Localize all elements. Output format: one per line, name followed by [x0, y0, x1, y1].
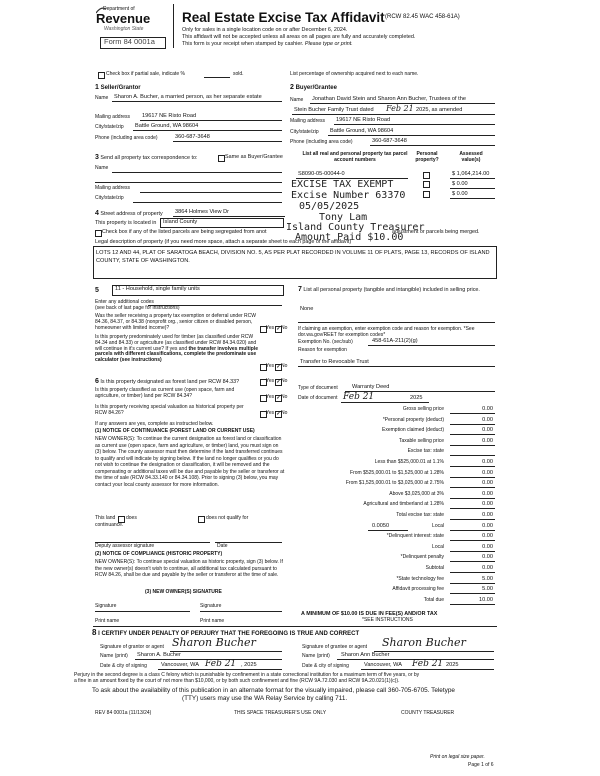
calc-row-7-line [450, 487, 495, 488]
buyer-mailing[interactable]: 19617 NE Risto Road [336, 117, 391, 123]
street-address[interactable]: 3864 Holmes View Dr [175, 209, 229, 215]
calc-row-3-line [450, 445, 495, 446]
exemption-wac[interactable]: 458-61A-211(2)(g) [372, 338, 418, 344]
seller-phone-line [173, 141, 282, 142]
calc-row-4-line [450, 455, 495, 456]
calc-row2-2-label: *Delinquent penalty [400, 554, 444, 561]
grantor-name-label: Name (print) [100, 653, 128, 659]
seller-city-line [133, 130, 282, 131]
buyer-name-line1[interactable]: Jonathan David Stein and Sharon Ann Bucher, Trustees of the [312, 96, 466, 102]
calc-row2-2-value[interactable]: 0.00 [482, 554, 493, 561]
calc-row2-4-value[interactable]: 5.00 [482, 575, 493, 582]
assessed-line-2 [450, 188, 495, 189]
calc-row2-5-value[interactable]: 5.00 [482, 586, 493, 593]
forest-q1-no-label: No [281, 378, 288, 384]
page-number: Page 1 of 6 [468, 762, 494, 768]
calc-row2-1-value[interactable]: 0.00 [482, 543, 493, 550]
logo-department: Department of [103, 6, 135, 12]
does-label: does [126, 515, 137, 521]
calc-row2-4-line [450, 583, 495, 584]
forest-question-1: 6 Is this property designated as forest land per RCW 84.33? [95, 378, 240, 385]
additional-codes-label: Enter any additional codes [95, 299, 154, 305]
calc-row-6-value[interactable]: 0.00 [482, 469, 493, 476]
exemption-reason-label: Reason for exemption [298, 347, 347, 353]
exemption-reason-line [298, 366, 495, 367]
buyer-name-line2[interactable]: Stein Bucher Family Trust dated [294, 107, 374, 113]
buyer-name-label: Name [290, 97, 304, 103]
calc-row-9-label: Agricultural and timberland at 1.28% [363, 501, 444, 508]
owner-sig-label-2: Signature [200, 603, 222, 609]
perjury-line-1: Perjury in the second degree is a class C felony which is punishable by confinement in a state correctional institution for a maximum term of five years, or by [74, 672, 420, 678]
calc-row-1-value[interactable]: 0.00 [482, 416, 493, 423]
calc-row2-0-label: *Delinquent interest: state [386, 533, 444, 540]
doc-date-line [341, 402, 429, 403]
personal-property-label: 7 List all personal property (tangible and intangible) included in selling price. [298, 286, 480, 293]
personal-property-line [298, 322, 495, 323]
corr-name-line[interactable] [112, 172, 282, 173]
buyer-phone[interactable]: 360-687-3648 [372, 138, 407, 144]
grantor-sig-label: Signature of grantor or agent [100, 644, 164, 650]
forest-q3-no-checkbox[interactable]: ✓ [276, 411, 281, 417]
q1-no-checkbox[interactable]: ✓ [276, 326, 281, 332]
calc-row2-4-label: *State technology fee [396, 575, 444, 582]
grantee-city[interactable]: Vancouver, WA [364, 662, 402, 668]
grantee-sig-label: Signature of grantee or agent [302, 644, 368, 650]
q2-no-label: No [281, 363, 288, 369]
owner-print-label-1: Print name [95, 618, 120, 624]
calc-row-8-value[interactable]: 0.00 [482, 490, 493, 497]
certify-divider [93, 626, 497, 627]
calc-row2-3-line [450, 572, 495, 573]
personal-property-checkbox-3[interactable] [423, 191, 430, 198]
assessed-line-3 [450, 198, 495, 199]
use-code-num: 5 [95, 287, 99, 294]
this-land-label: This land [95, 515, 116, 521]
calc-row-9-value[interactable]: 0.00 [482, 501, 493, 508]
calc-row-2-label: Exemption claimed (deduct) [382, 427, 444, 434]
owner-sig-line-1[interactable] [95, 611, 190, 612]
certify-heading: 8 I CERTIFY UNDER PENALTY OF PERJURY THAT THE FOREGOING IS TRUE AND CORRECT [92, 628, 360, 637]
forest-q2-yes-label: Yes [266, 394, 275, 400]
personal-property-checkbox-2[interactable] [423, 181, 430, 188]
calc-row-4-label: Excise tax: state [407, 448, 444, 455]
exemption-reason[interactable]: Transfer to Revocable Trust [300, 359, 369, 365]
logo-agency: Revenue [96, 11, 151, 26]
q1-yes-label: Yes [266, 325, 275, 331]
header-divider [173, 4, 174, 48]
assessed-value-3[interactable]: $ 0.00 [452, 191, 468, 197]
if-yes-note: If any answers are yes, complete as instructed below. [95, 421, 214, 427]
forest-question-3: Is this property receiving special valuation as historical property per RCW 84.26? [95, 404, 244, 416]
exemption-wac-line [368, 345, 495, 346]
seller-name-label: Name [95, 95, 109, 101]
does-not-label: does not qualify for [206, 515, 249, 521]
calc-row-0-line [450, 413, 495, 414]
partial-sale-percent-line [204, 77, 230, 78]
calc-row-1-label: *Personal property (deduct) [382, 416, 444, 423]
calc-row-7-value[interactable]: 0.00 [482, 480, 493, 487]
segregation-label: Check box if any of the listed parcels are being segregated from anot [102, 229, 267, 235]
deputy-date-label: Date [217, 543, 228, 549]
stamp-line-4: Tony Lam [319, 212, 368, 223]
form-revision: REV 84 0001a (11/13/24) [95, 710, 152, 716]
grantor-name[interactable]: Sharon A. Bucher [137, 652, 181, 658]
grantor-city[interactable]: Vancouver, WA [161, 662, 199, 668]
grantor-year: , 2025 [241, 662, 257, 668]
alt-format-line-1: To ask about the availability of this publication in an alternate format for the visually impaired, please call 360-705-6705. Teletype [92, 687, 455, 694]
treasurer-use-only: THIS SPACE TREASURER'S USE ONLY [234, 710, 327, 716]
calc-row-3-label: Taxable selling price [398, 437, 444, 444]
calc-row-3-value[interactable]: 0.00 [482, 437, 493, 444]
calc-row-0-label: Gross selling price [402, 406, 444, 412]
calc-row-2-line [450, 434, 495, 435]
grantor-date-line [158, 669, 282, 670]
logo-swoosh-icon [96, 6, 106, 14]
q2-yes-label: Yes [266, 363, 275, 369]
buyer-city-label: City/state/zip [290, 129, 319, 135]
doc-year: 2025 [410, 395, 423, 401]
doc-type[interactable]: Warranty Deed [352, 384, 390, 390]
header-line-2: This affidavit will not be accepted unless all areas on all pages are fully and accurately completed. [182, 34, 416, 40]
assessed-col-header: Assessed value(s) [459, 151, 483, 163]
use-code-value: 11 - Household, single family units [115, 286, 200, 292]
calc-row-10-line [450, 519, 495, 520]
personal-property-value[interactable]: None [300, 306, 314, 312]
buyer-name-line-2 [292, 114, 495, 115]
county-value: Island County [163, 219, 198, 225]
assessed-value-2[interactable]: $ 0.00 [452, 181, 468, 187]
seller-mailing[interactable]: 19617 NE Risto Road [142, 113, 197, 119]
use-question-2: Is this property predominately used for timber (as classified under RCW 84.34 and 84.33) or agriculture (as classified under RCW 84.34.020) and will continue in it's current use? If yes and the transfer involves multiple parcels with different classifications, complete the predominate use calculator (see instructions) [95, 334, 258, 363]
calc-row2-6-value[interactable]: 10.00 [479, 596, 493, 603]
stamp-line-1: EXCISE TAX EXEMPT [291, 179, 394, 190]
q1-no-label: No [281, 325, 288, 331]
calc-local-label: Local [432, 522, 444, 529]
perjury-line-2: a fine in an amount fixed by the court of not more than $10,000, or by both such confinement and fine (RCW 9A.72.030 and RCW 9A.20.021(1)(c)). [74, 678, 400, 684]
buyer-city[interactable]: Battle Ground, WA 98604 [330, 128, 394, 134]
notice2-title: (2) NOTICE OF COMPLIANCE (HISTORIC PROPERTY) [95, 551, 223, 557]
seller-phone[interactable]: 360-687-3648 [175, 134, 210, 140]
see-instructions: *SEE INSTRUCTIONS [362, 617, 413, 623]
header-line-1: Only for sales in a single location code on or after December 6, 2024. [182, 27, 348, 33]
calc-row-8-line [450, 498, 495, 499]
assessed-line-1 [450, 178, 495, 179]
calc-row2-3-value[interactable]: 0.00 [482, 565, 493, 571]
corr-city-label: City/state/zip [95, 195, 124, 201]
notice2-body: NEW OWNER(S): To continue special valuation as historic property, sign (3) below. If the new owner(s) doesn't wish to continue, all additional tax calculated pursuant to RCW 84.26, shall be due and payable by the seller or transferor at the time of sale. [95, 559, 283, 578]
calc-row-5-label: Less than $525,000.01 at 1.1% [374, 459, 444, 465]
grantee-date-line [361, 669, 494, 670]
street-line [173, 216, 285, 217]
minimum-due-note: A MINIMUM OF $10.00 IS DUE IN FEE(S) AND/OR TAX [301, 611, 438, 617]
corr-mailing-line[interactable] [140, 192, 282, 193]
logo-state: Washington State [104, 26, 144, 32]
grantee-name[interactable]: Sharon Ann Bucher [341, 652, 390, 658]
corr-mailing-label: Mailing address [95, 185, 131, 191]
grantor-signature[interactable]: Sharon Bucher [172, 636, 256, 649]
calc-local-value[interactable]: 0.00 [482, 522, 493, 529]
grantee-name-label: Name (print) [302, 653, 330, 659]
forest-q1-yes-label: Yes [266, 378, 275, 384]
grantee-date[interactable]: Feb 21 [412, 659, 444, 669]
calc-row2-3-label: Subtotal [425, 565, 444, 571]
notice1-body: NEW OWNER(S): To continue the current designation as forest land or classification as current use (open space, farm and agriculture, or timber) land, you must sign on (3) below. The county assessor must then determine if the land transferred continues to qualify and will indicate by signing below. If the land no longer qualifies or you do not wish to continue the designation or classification, it will be removed and the compensating or additional taxes will be due and payable by the seller or transferor at the time of sale (RCW 84.33.140 or 84.34.108). Prior to signing (3) below, you may contact your local county assessor for more information. [95, 436, 285, 488]
form-number: Form 84 0001a [104, 37, 155, 46]
corr-name-line-2 [95, 182, 282, 183]
parcel-number[interactable]: S8090-05-00044-0 [298, 171, 345, 177]
corr-name-label: Name [95, 165, 109, 171]
forest-q1-no-checkbox[interactable]: ✓ [276, 379, 281, 385]
stamp-line-3: 05/05/2025 [299, 201, 360, 212]
personal-property-checkbox-1[interactable] [423, 172, 430, 179]
calc-row-5-value[interactable]: 0.00 [482, 459, 493, 465]
same-as-buyer-label: Same as Buyer/Grantee [225, 154, 283, 160]
street-label: 4 Street address of property [95, 210, 163, 217]
partial-sale-label: Check box if partial sale, indicate % [106, 71, 185, 77]
additional-codes-sub: (see back of last page for instructions) [95, 305, 180, 311]
grantee-date-label: Date & city of signing [302, 663, 349, 669]
deputy-signature-label: Deputy assessor signature [95, 543, 155, 549]
calc-row2-0-value[interactable]: 0.00 [482, 533, 493, 540]
seller-name-line [112, 101, 282, 102]
forest-q2-no-label: No [281, 394, 288, 400]
grantor-sig-line [170, 651, 282, 652]
calc-row-7-label: From $1,525,000.01 to $3,025,000 at 2.75% [345, 480, 444, 487]
segregation-tail: adjustment or parcels being merged. [392, 229, 480, 235]
owner-sig-line-2[interactable] [200, 611, 282, 612]
header-line-3: This form is your receipt when stamped by cashier. Please type or print. [182, 41, 353, 47]
calc-row-8-label: Above $3,025,000 at 3% [389, 490, 444, 497]
grantor-date[interactable]: Feb 21 [205, 659, 237, 669]
seller-heading: 1 Seller/Grantor [95, 84, 141, 91]
forest-q2-no-checkbox[interactable]: ✓ [276, 395, 281, 401]
forest-q3-no-label: No [281, 410, 288, 416]
seller-mailing-label: Mailing address [95, 114, 131, 120]
stamp-line-2: Excise Number 63370 [291, 190, 406, 201]
partial-sale-checkbox[interactable] [98, 72, 105, 79]
notice1-title: (1) NOTICE OF CONTINUANCE (FOREST LAND OR CURRENT USE) [95, 428, 255, 434]
form-code: (RCW 82.45 WAC 458-61A) [385, 14, 460, 20]
calc-row2-0-line [450, 540, 495, 541]
parcel-col-header: List all real and personal property tax parcel account numbers [302, 151, 408, 163]
grantee-year: 2025 [446, 662, 459, 668]
calc-local-line [450, 530, 495, 531]
owner-print-label-2: Print name [200, 618, 225, 624]
doc-date-label: Date of document [298, 395, 338, 401]
segregation-checkbox[interactable] [95, 230, 102, 237]
buyer-mailing-line [334, 124, 495, 125]
seller-city-label: City/state/zip [95, 124, 124, 130]
ownership-note: List percentage of ownership acquired next to each name. [290, 71, 419, 77]
stamp-line-6: Amount Paid $10.00 [295, 232, 404, 243]
use-question-1: Was the seller receiving a property tax exemption or deferral under RCW 84.36, 84.37, or 84.38 (nonprofit org., senior citizen or disabled person, homeowner with limited income)? [95, 313, 256, 331]
forest-question-2: Is this property classified as current use (open space, farm and agriculture, or timber) land per RCW 84.34? [95, 387, 235, 399]
correspondence-heading: 3 Send all property tax correspondence to: [95, 154, 198, 161]
sold-label: sold. [233, 71, 244, 77]
local-rate-line [368, 530, 408, 531]
grantor-date-label: Date & city of signing [100, 663, 147, 669]
calc-row-2-value[interactable]: 0.00 [482, 427, 493, 434]
forest-q3-yes-label: Yes [266, 410, 275, 416]
calc-row-0-value[interactable]: 0.00 [482, 406, 493, 412]
buyer-city-line [328, 135, 495, 136]
county-treasurer: COUNTY TREASURER [401, 710, 455, 716]
personal-col-header: Personal property? [415, 151, 439, 163]
grantee-sig-line [374, 651, 494, 652]
calc-row2-6-label: Total due [423, 596, 444, 603]
buyer-mailing-label: Mailing address [290, 118, 326, 124]
legal-description-label: Legal description of property (if you need more space, attach a separate sheet to each page of the affidavit) [95, 239, 352, 245]
exemption-wac-label: Exemption No. (sec/sub) [298, 339, 353, 345]
calc-row-10-value[interactable]: 0.00 [482, 512, 493, 518]
calc-row-6-line [450, 477, 495, 478]
stamp-line-5: Island County Treasurer [286, 222, 425, 233]
seller-mailing-line [140, 120, 282, 121]
doc-date[interactable]: Feb 21 [343, 392, 375, 402]
legal-description: LOTS 12 AND 44, PLAT OF SARATOGA BEACH, DIVISION NO. 5, AS PER PLAT RECORDED IN VOLUME 11 OF PLATS, PAGE 13, RECORDS OF ISLAND COUNTY, STATE OF WASHINGTON. [96, 250, 490, 265]
seller-city[interactable]: Battle Ground, WA 98604 [135, 123, 199, 129]
corr-city-line[interactable] [133, 202, 282, 203]
buyer-trust-year: 2025, as amended [416, 107, 463, 113]
legal-size-note: Print on legal size paper. [430, 754, 485, 760]
seller-phone-label: Phone (including area code) [95, 135, 158, 141]
same-as-buyer-checkbox[interactable] [218, 155, 225, 162]
calc-row2-5-label: Affidavit processing fee [392, 586, 444, 593]
calc-row2-5-line [450, 593, 495, 594]
new-owner-sig-title: (3) NEW OWNER(S) SIGNATURE [145, 589, 222, 595]
q2-no-checkbox[interactable]: ✓ [276, 364, 281, 370]
assessed-value-1[interactable]: $ 1,064,214.00 [452, 171, 490, 177]
calc-row2-1-label: Local [432, 543, 444, 550]
owner-sig-label-1: Signature [95, 603, 117, 609]
form-title: Real Estate Excise Tax Affidavit [182, 10, 385, 25]
buyer-phone-line [370, 145, 495, 146]
calc-row-6-label: From $525,000.01 to $1,525,000 at 1.28% [350, 469, 444, 476]
calc-row2-2-line [450, 561, 495, 562]
buyer-phone-label: Phone (including area code) [290, 139, 353, 145]
grantee-signature[interactable]: Sharon Bucher [382, 636, 466, 649]
calc-row-1-line [450, 424, 495, 425]
buyer-trust-date[interactable]: Feb 21 [386, 104, 414, 113]
calc-row-10-label: Total excise tax: state [396, 512, 444, 518]
does-not-checkbox[interactable] [198, 516, 205, 523]
continuance-label: continuance. [95, 522, 124, 528]
calc-row2-1-line [450, 551, 495, 552]
doc-type-label: Type of document [298, 385, 338, 391]
buyer-heading: 2 Buyer/Grantee [290, 84, 337, 91]
calc-row-9-line [450, 508, 495, 509]
alt-format-line-2: (TTY) users may use the WA Relay Service by calling 711. [182, 695, 348, 702]
calc-row-5-line [450, 466, 495, 467]
local-rate[interactable]: 0.0050 [372, 522, 390, 529]
seller-name[interactable]: Sharon A. Bucher, a married person, as her separate estate [114, 94, 262, 100]
exemption-note: If claiming an exemption, enter exemption code and reason for exemption. *See dor.wa.gov/REET for exemption codes* [298, 326, 475, 338]
county-label: This property is located in [95, 220, 157, 226]
calc-row2-6-line [450, 604, 495, 605]
